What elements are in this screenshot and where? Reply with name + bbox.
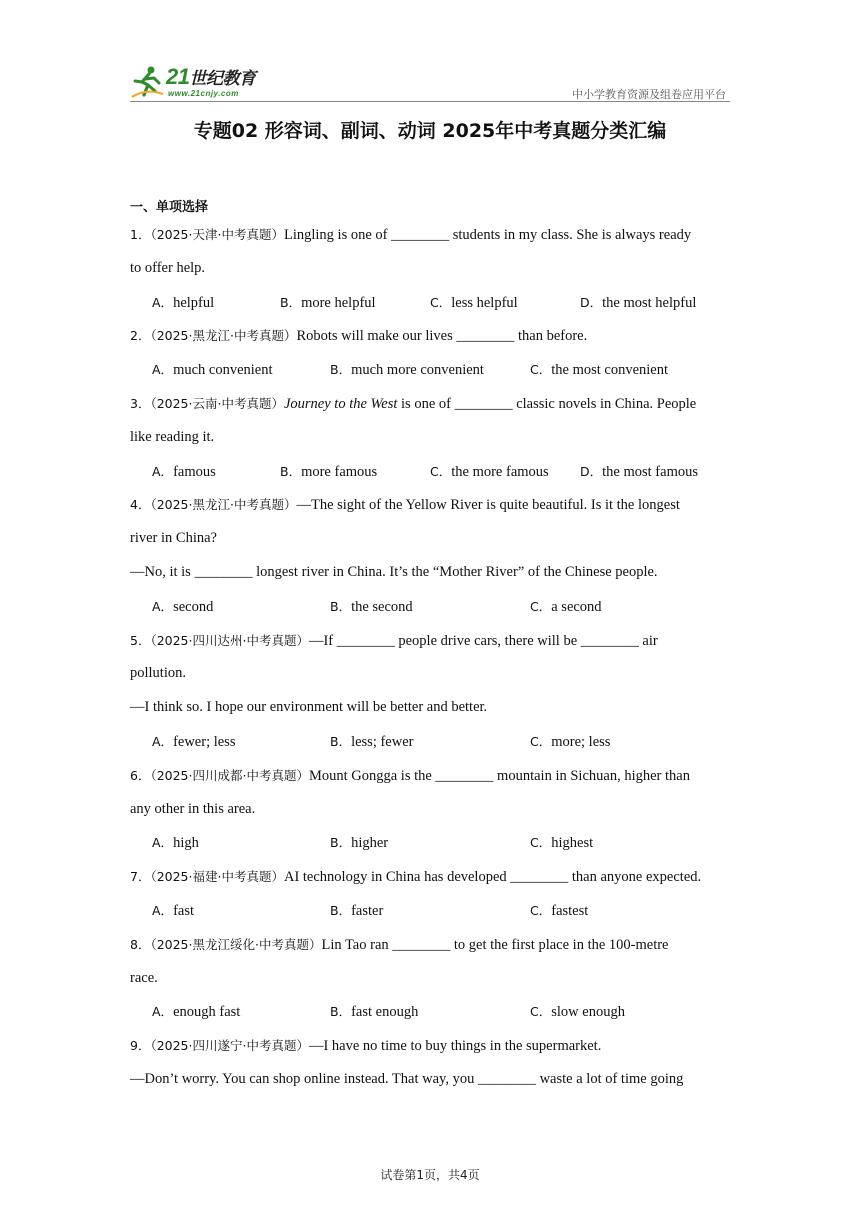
option-text: less; fewer [351, 733, 414, 750]
option-text: the most helpful [602, 294, 697, 311]
question-line [130, 421, 732, 455]
answer-option[interactable] [152, 995, 240, 1030]
question-item [130, 860, 732, 928]
option-letter: D． [580, 463, 603, 479]
question-source: 5．（2025·四川达州·中考真题） [130, 632, 309, 648]
option-text: more; less [551, 733, 611, 750]
option-row [130, 894, 732, 928]
option-letter: A． [152, 1004, 174, 1020]
option-letter: B． [330, 733, 352, 749]
answer-option[interactable] [330, 725, 413, 760]
option-row [130, 455, 732, 489]
question-source: 4．（2025·黑龙江·中考真题） [130, 497, 297, 513]
answer-option[interactable] [580, 455, 698, 490]
answer-option[interactable] [330, 826, 388, 861]
option-text: more famous [301, 463, 378, 480]
question-line [130, 691, 732, 725]
option-row [130, 590, 732, 624]
book-title: Journey to the West [283, 395, 398, 412]
question-line [130, 759, 732, 793]
option-text: high [173, 835, 199, 852]
option-row [130, 725, 732, 759]
question-source: 8．（2025·黑龙江绥化·中考真题） [130, 936, 322, 952]
option-letter: D． [580, 294, 603, 310]
page-header [130, 62, 730, 104]
answer-option[interactable] [152, 826, 199, 861]
answer-option[interactable] [280, 455, 377, 490]
answer-option[interactable] [530, 894, 588, 929]
question-line [130, 793, 732, 827]
option-letter: C． [430, 294, 452, 310]
question-line [130, 928, 732, 962]
answer-option[interactable] [530, 353, 668, 388]
option-text: a second [551, 598, 602, 615]
option-letter: C． [530, 1004, 552, 1020]
question-text: like reading it. [130, 428, 215, 445]
brand-name: 21世纪教育 [166, 64, 256, 89]
answer-option[interactable] [530, 995, 625, 1030]
option-letter: A． [152, 902, 174, 918]
question-text: —Don’t worry. You can shop online instead. That way, you ________ waste a lot of time going [130, 1070, 684, 1087]
answer-option[interactable] [580, 286, 696, 321]
question-text: Lin Tao ran ________ to get the first place in the 100-metre [321, 936, 669, 953]
answer-option[interactable] [152, 286, 214, 321]
option-row [130, 286, 732, 320]
option-letter: B． [330, 362, 352, 378]
question-text: —If ________ people drive cars, there will be ________ air [308, 632, 658, 649]
option-letter: A． [152, 835, 174, 851]
option-letter: C． [530, 835, 552, 851]
question-item [130, 319, 732, 387]
question-source: 6．（2025·四川成都·中考真题） [130, 767, 309, 783]
header-divider [130, 101, 730, 102]
option-letter: B． [330, 902, 352, 918]
answer-option[interactable] [330, 894, 383, 929]
page-footer: 试卷第1页，共4页 [380, 1168, 480, 1182]
question-line [130, 488, 732, 522]
question-line [130, 218, 732, 252]
question-line [130, 962, 732, 996]
option-letter: B． [330, 598, 352, 614]
option-text: fast [173, 902, 194, 919]
answer-option[interactable] [330, 353, 484, 388]
question-text: —The sight of the Yellow River is quite beautiful. Is it the longest [296, 497, 680, 514]
question-source: 1．（2025·天津·中考真题） [130, 227, 284, 242]
option-text: the second [351, 598, 413, 615]
answer-option[interactable] [430, 286, 518, 321]
question-item [130, 218, 732, 319]
page-title: 专题02 形容词、副词、动词 2025年中考真题分类汇编 [193, 120, 667, 142]
option-text: enough fast [173, 1004, 241, 1021]
option-text: fewer; less [173, 733, 236, 750]
option-letter: A． [152, 362, 174, 378]
option-letter: A． [152, 598, 174, 614]
section-heading: 一、单项选择 [130, 200, 209, 215]
question-source: 7．（2025·福建·中考真题） [130, 869, 284, 885]
answer-option[interactable] [152, 894, 194, 929]
question-text: —No, it is ________ longest river in China. It’s the “Mother River” of the Chinese people. [130, 563, 658, 580]
option-letter: B． [280, 294, 302, 310]
answer-option[interactable] [330, 590, 413, 625]
question-source: 3．（2025·云南·中考真题） [130, 395, 284, 411]
option-letter: A． [152, 733, 174, 749]
question-text: —I think so. I hope our environment will be better and better. [130, 699, 488, 716]
option-text: much convenient [173, 362, 273, 379]
option-letter: A． [152, 294, 174, 310]
question-text: Lingling is one of ________ students in my class. She is always ready [283, 227, 692, 243]
option-text: faster [351, 902, 384, 919]
runner-logo-icon [130, 64, 164, 98]
question-item [130, 488, 732, 623]
option-text: the more famous [451, 463, 549, 480]
option-text: famous [173, 463, 216, 480]
answer-option[interactable] [430, 455, 549, 490]
answer-option[interactable] [152, 590, 213, 625]
question-line [130, 624, 732, 658]
option-row [130, 826, 732, 860]
question-text: Mount Gongga is the ________ mountain in Sichuan, higher than [308, 767, 690, 784]
question-source: 9．（2025·四川遂宁·中考真题） [130, 1038, 309, 1054]
option-letter: C． [530, 733, 552, 749]
question-line [130, 387, 732, 421]
question-line [130, 860, 732, 894]
answer-option[interactable] [330, 995, 418, 1030]
platform-tagline: 中小学教育资源及组卷应用平台 [572, 88, 726, 101]
question-list [130, 218, 732, 1097]
option-text: less helpful [451, 294, 518, 311]
question-item [130, 624, 732, 759]
question-line [130, 1029, 732, 1063]
option-text: fast enough [351, 1004, 419, 1021]
option-letter: B． [330, 1004, 352, 1020]
question-text: —I have no time to buy things in the supermarket. [308, 1038, 602, 1055]
option-letter: C． [530, 902, 552, 918]
question-item [130, 928, 732, 1029]
question-item [130, 759, 732, 860]
question-text: race. [130, 969, 158, 986]
question-text: any other in this area. [130, 800, 256, 817]
option-letter: C． [430, 463, 452, 479]
option-text: fastest [551, 902, 589, 919]
option-text: highest [551, 835, 594, 852]
option-letter: B． [330, 835, 352, 851]
question-line [130, 1063, 732, 1097]
option-text: much more convenient [351, 362, 484, 379]
option-letter: C． [530, 598, 552, 614]
answer-option[interactable] [152, 353, 273, 388]
option-letter: A． [152, 463, 174, 479]
option-text: the most famous [602, 463, 698, 480]
option-row [130, 353, 732, 387]
question-item [130, 1029, 732, 1097]
answer-option[interactable] [152, 725, 235, 760]
answer-option[interactable] [530, 725, 610, 760]
answer-option[interactable] [280, 286, 376, 321]
question-line [130, 319, 732, 353]
question-line [130, 657, 732, 691]
question-source: 2．（2025·黑龙江·中考真题） [130, 328, 297, 344]
logo [130, 62, 280, 102]
question-text: Robots will make our lives ________ than before. [296, 328, 588, 345]
option-text: slow enough [551, 1004, 625, 1021]
option-text: higher [351, 835, 389, 852]
question-line [130, 252, 732, 286]
question-text: pollution. [130, 665, 186, 682]
option-text: helpful [173, 294, 215, 311]
answer-option[interactable] [530, 826, 593, 861]
answer-option[interactable] [152, 455, 216, 490]
question-line [130, 522, 732, 556]
option-letter: B． [280, 463, 302, 479]
option-letter: C． [530, 362, 552, 378]
option-row [130, 995, 732, 1029]
question-line [130, 556, 732, 590]
question-item [130, 387, 732, 488]
question-text: to offer help. [130, 259, 206, 276]
question-text: river in China? [130, 530, 217, 547]
answer-option[interactable] [530, 590, 602, 625]
option-text: more helpful [301, 294, 376, 311]
option-text: the most convenient [551, 362, 669, 379]
brand-url: www.21cnjy.com [168, 89, 239, 98]
option-text: second [173, 598, 214, 615]
question-text: AI technology in China has developed ________ than anyone expected. [283, 869, 702, 886]
question-text: is one of ________ classic novels in China. People [397, 395, 697, 412]
